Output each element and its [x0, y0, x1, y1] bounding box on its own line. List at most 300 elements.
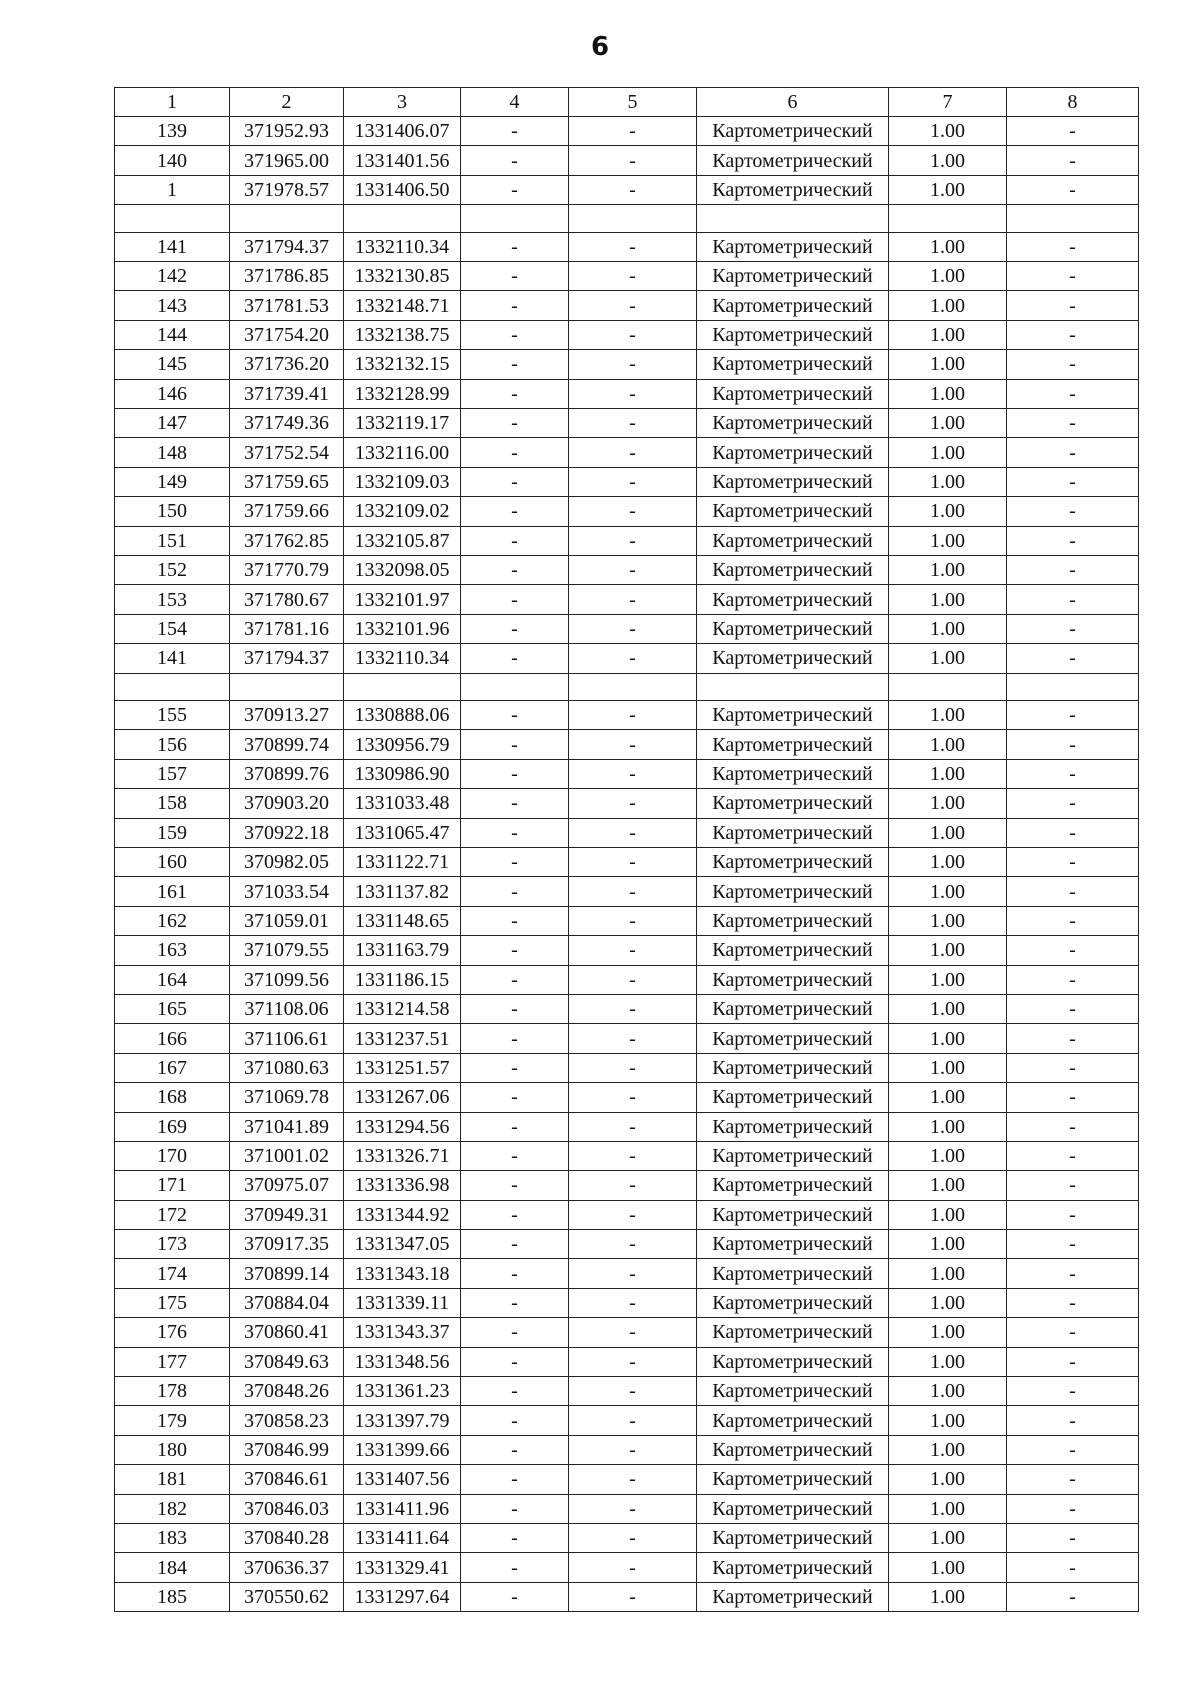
cell-point-number: 161 — [115, 877, 230, 906]
cell-col-4: - — [461, 1406, 569, 1435]
cell-method — [697, 205, 889, 233]
cell-point-number: 182 — [115, 1494, 230, 1523]
cell-method: Картометрический — [697, 232, 889, 261]
cell-col-4: - — [461, 614, 569, 643]
cell-method: Картометрический — [697, 1024, 889, 1053]
cell-col-8: - — [1007, 1553, 1139, 1582]
cell-method: Картометрический — [697, 1171, 889, 1200]
cell-col-8: - — [1007, 1318, 1139, 1347]
cell-x-coordinate: 371069.78 — [230, 1083, 344, 1112]
cell-method: Картометрический — [697, 1053, 889, 1082]
cell-col-5: - — [569, 614, 697, 643]
column-header-3: 3 — [344, 88, 461, 117]
column-header-4: 4 — [461, 88, 569, 117]
table-row — [115, 526, 1139, 555]
cell-x-coordinate: 370899.74 — [230, 730, 344, 759]
cell-col-5: - — [569, 320, 697, 349]
cell-x-coordinate: 371794.37 — [230, 644, 344, 673]
cell-y-coordinate: 1332101.97 — [344, 585, 461, 614]
table-separator-row — [115, 673, 1139, 701]
cell-point-number: 147 — [115, 409, 230, 438]
table-row — [115, 1377, 1139, 1406]
column-header-8: 8 — [1007, 88, 1139, 117]
cell-col-8: - — [1007, 585, 1139, 614]
cell-col-8: - — [1007, 789, 1139, 818]
cell-col-4: - — [461, 1024, 569, 1053]
cell-method: Картометрический — [697, 936, 889, 965]
cell-col-8: - — [1007, 730, 1139, 759]
cell-y-coordinate: 1331148.65 — [344, 906, 461, 935]
cell-col-4: - — [461, 526, 569, 555]
cell-x-coordinate: 370848.26 — [230, 1377, 344, 1406]
cell-point-number: 142 — [115, 262, 230, 291]
cell-y-coordinate: 1331033.48 — [344, 789, 461, 818]
cell-point-number: 165 — [115, 994, 230, 1023]
table-row — [115, 350, 1139, 379]
cell-col-8: - — [1007, 467, 1139, 496]
cell-point-number: 183 — [115, 1523, 230, 1552]
cell-col-4: - — [461, 1347, 569, 1376]
cell-point-number: 152 — [115, 555, 230, 584]
cell-col-4: - — [461, 789, 569, 818]
cell-method: Картометрический — [697, 1318, 889, 1347]
cell-y-coordinate: 1331122.71 — [344, 847, 461, 876]
cell-x-coordinate: 370903.20 — [230, 789, 344, 818]
cell-y-coordinate: 1331214.58 — [344, 994, 461, 1023]
table-row — [115, 232, 1139, 261]
cell-point-number: 175 — [115, 1288, 230, 1317]
cell-col-8: - — [1007, 1582, 1139, 1611]
table-row — [115, 818, 1139, 847]
cell-method: Картометрический — [697, 994, 889, 1023]
cell-y-coordinate: 1331361.23 — [344, 1377, 461, 1406]
cell-x-coordinate: 371108.06 — [230, 994, 344, 1023]
table-separator-row — [115, 205, 1139, 233]
cell-x-coordinate: 370840.28 — [230, 1523, 344, 1552]
table-row — [115, 1318, 1139, 1347]
cell-method: Картометрический — [697, 1465, 889, 1494]
cell-y-coordinate: 1331411.96 — [344, 1494, 461, 1523]
cell-method: Картометрический — [697, 906, 889, 935]
cell-x-coordinate: 371780.67 — [230, 585, 344, 614]
cell-x-coordinate: 371079.55 — [230, 936, 344, 965]
cell-col-5: - — [569, 1288, 697, 1317]
table-row — [115, 614, 1139, 643]
cell-col-8: - — [1007, 320, 1139, 349]
cell-col-8: - — [1007, 1171, 1139, 1200]
cell-method — [697, 673, 889, 701]
cell-accuracy: 1.00 — [889, 467, 1007, 496]
table-row — [115, 847, 1139, 876]
table-row — [115, 379, 1139, 408]
cell-accuracy: 1.00 — [889, 1024, 1007, 1053]
cell-col-4: - — [461, 585, 569, 614]
cell-x-coordinate: 371041.89 — [230, 1112, 344, 1141]
cell-accuracy: 1.00 — [889, 847, 1007, 876]
cell-x-coordinate: 370846.99 — [230, 1435, 344, 1464]
cell-y-coordinate: 1331297.64 — [344, 1582, 461, 1611]
cell-point-number: 141 — [115, 644, 230, 673]
cell-x-coordinate: 371770.79 — [230, 555, 344, 584]
cell-col-8: - — [1007, 438, 1139, 467]
cell-accuracy — [889, 673, 1007, 701]
cell-point-number: 180 — [115, 1435, 230, 1464]
cell-point-number: 159 — [115, 818, 230, 847]
cell-x-coordinate: 371794.37 — [230, 232, 344, 261]
cell-col-4: - — [461, 1053, 569, 1082]
cell-col-4: - — [461, 1318, 569, 1347]
cell-col-4: - — [461, 379, 569, 408]
cell-col-8: - — [1007, 1288, 1139, 1317]
cell-x-coordinate: 370899.76 — [230, 759, 344, 788]
cell-method: Картометрический — [697, 818, 889, 847]
cell-col-8: - — [1007, 409, 1139, 438]
cell-y-coordinate: 1331407.56 — [344, 1465, 461, 1494]
cell-y-coordinate: 1332110.34 — [344, 644, 461, 673]
cell-point-number: 169 — [115, 1112, 230, 1141]
cell-col-4: - — [461, 1435, 569, 1464]
cell-point-number: 178 — [115, 1377, 230, 1406]
cell-col-5: - — [569, 994, 697, 1023]
cell-col-4: - — [461, 1377, 569, 1406]
cell-col-8: - — [1007, 1024, 1139, 1053]
cell-accuracy: 1.00 — [889, 1288, 1007, 1317]
cell-col-8: - — [1007, 1200, 1139, 1229]
cell-col-8: - — [1007, 1083, 1139, 1112]
cell-method: Картометрический — [697, 1083, 889, 1112]
cell-col-4: - — [461, 232, 569, 261]
cell-col-5: - — [569, 291, 697, 320]
cell-y-coordinate: 1330986.90 — [344, 759, 461, 788]
cell-y-coordinate: 1332098.05 — [344, 555, 461, 584]
cell-y-coordinate: 1332105.87 — [344, 526, 461, 555]
cell-accuracy: 1.00 — [889, 1318, 1007, 1347]
page-number: 6 — [590, 32, 610, 62]
cell-col-8: - — [1007, 1435, 1139, 1464]
cell-accuracy: 1.00 — [889, 555, 1007, 584]
cell-y-coordinate: 1331347.05 — [344, 1230, 461, 1259]
cell-x-coordinate: 370846.03 — [230, 1494, 344, 1523]
cell-x-coordinate: 371749.36 — [230, 409, 344, 438]
cell-accuracy: 1.00 — [889, 1435, 1007, 1464]
cell-col-8: - — [1007, 994, 1139, 1023]
cell-point-number: 163 — [115, 936, 230, 965]
cell-y-coordinate: 1332116.00 — [344, 438, 461, 467]
cell-col-8: - — [1007, 1494, 1139, 1523]
cell-method: Картометрический — [697, 1347, 889, 1376]
table-row — [115, 1553, 1139, 1582]
table-row — [115, 965, 1139, 994]
cell-x-coordinate: 370550.62 — [230, 1582, 344, 1611]
cell-x-coordinate: 371754.20 — [230, 320, 344, 349]
cell-point-number: 158 — [115, 789, 230, 818]
cell-method: Картометрический — [697, 1288, 889, 1317]
cell-col-8: - — [1007, 1141, 1139, 1170]
cell-y-coordinate: 1331294.56 — [344, 1112, 461, 1141]
table-body — [115, 117, 1139, 1612]
cell-point-number: 184 — [115, 1553, 230, 1582]
cell-method: Картометрический — [697, 1141, 889, 1170]
table-row — [115, 438, 1139, 467]
cell-col-5: - — [569, 730, 697, 759]
cell-col-5: - — [569, 1053, 697, 1082]
cell-col-5: - — [569, 1553, 697, 1582]
cell-accuracy: 1.00 — [889, 965, 1007, 994]
cell-accuracy: 1.00 — [889, 1171, 1007, 1200]
cell-x-coordinate — [230, 673, 344, 701]
cell-y-coordinate: 1332128.99 — [344, 379, 461, 408]
cell-x-coordinate: 371762.85 — [230, 526, 344, 555]
cell-x-coordinate: 370846.61 — [230, 1465, 344, 1494]
cell-col-5: - — [569, 262, 697, 291]
cell-accuracy: 1.00 — [889, 320, 1007, 349]
cell-col-5: - — [569, 117, 697, 146]
cell-col-4: - — [461, 730, 569, 759]
table-row — [115, 1053, 1139, 1082]
table-row — [115, 117, 1139, 146]
table-row — [115, 497, 1139, 526]
cell-col-4: - — [461, 818, 569, 847]
cell-method: Картометрический — [697, 644, 889, 673]
cell-x-coordinate: 371952.93 — [230, 117, 344, 146]
cell-method: Картометрический — [697, 146, 889, 175]
cell-point-number: 171 — [115, 1171, 230, 1200]
cell-x-coordinate: 371978.57 — [230, 175, 344, 204]
cell-point-number: 166 — [115, 1024, 230, 1053]
cell-col-5: - — [569, 585, 697, 614]
cell-accuracy: 1.00 — [889, 1347, 1007, 1376]
cell-col-8: - — [1007, 1406, 1139, 1435]
table-row — [115, 1288, 1139, 1317]
cell-method: Картометрический — [697, 1435, 889, 1464]
cell-col-4: - — [461, 1141, 569, 1170]
table-row — [115, 262, 1139, 291]
cell-accuracy: 1.00 — [889, 1053, 1007, 1082]
cell-point-number: 179 — [115, 1406, 230, 1435]
cell-point-number: 139 — [115, 117, 230, 146]
cell-col-5: - — [569, 232, 697, 261]
cell-y-coordinate: 1331343.37 — [344, 1318, 461, 1347]
cell-col-4: - — [461, 994, 569, 1023]
cell-col-4: - — [461, 644, 569, 673]
cell-method: Картометрический — [697, 1406, 889, 1435]
cell-col-5: - — [569, 1083, 697, 1112]
table-row — [115, 1523, 1139, 1552]
table-row — [115, 1465, 1139, 1494]
cell-col-5: - — [569, 1318, 697, 1347]
cell-col-8: - — [1007, 1347, 1139, 1376]
cell-x-coordinate — [230, 205, 344, 233]
cell-col-8: - — [1007, 1053, 1139, 1082]
column-header-2: 2 — [230, 88, 344, 117]
cell-col-5 — [569, 205, 697, 233]
cell-method: Картометрический — [697, 291, 889, 320]
cell-y-coordinate: 1331329.41 — [344, 1553, 461, 1582]
table-row — [115, 906, 1139, 935]
cell-col-5: - — [569, 146, 697, 175]
cell-point-number: 151 — [115, 526, 230, 555]
cell-col-5: - — [569, 1377, 697, 1406]
cell-col-8: - — [1007, 614, 1139, 643]
cell-col-4: - — [461, 1288, 569, 1317]
cell-accuracy — [889, 205, 1007, 233]
cell-col-4: - — [461, 877, 569, 906]
cell-col-5: - — [569, 350, 697, 379]
cell-point-number: 144 — [115, 320, 230, 349]
cell-col-4: - — [461, 438, 569, 467]
cell-col-4: - — [461, 759, 569, 788]
cell-y-coordinate: 1331406.07 — [344, 117, 461, 146]
cell-accuracy: 1.00 — [889, 1406, 1007, 1435]
cell-point-number: 148 — [115, 438, 230, 467]
cell-col-8: - — [1007, 146, 1139, 175]
cell-col-5: - — [569, 1494, 697, 1523]
cell-accuracy: 1.00 — [889, 1377, 1007, 1406]
cell-method: Картометрический — [697, 585, 889, 614]
coordinates-table — [114, 87, 1139, 1612]
cell-col-8: - — [1007, 965, 1139, 994]
cell-x-coordinate: 370922.18 — [230, 818, 344, 847]
cell-x-coordinate: 370636.37 — [230, 1553, 344, 1582]
cell-point-number: 1 — [115, 175, 230, 204]
cell-point-number: 153 — [115, 585, 230, 614]
cell-method: Картометрический — [697, 175, 889, 204]
cell-method: Картометрический — [697, 701, 889, 730]
table-row — [115, 789, 1139, 818]
cell-col-5: - — [569, 1230, 697, 1259]
table-row — [115, 1435, 1139, 1464]
cell-method: Картометрический — [697, 350, 889, 379]
cell-method: Картометрический — [697, 877, 889, 906]
cell-col-5: - — [569, 818, 697, 847]
cell-col-4: - — [461, 701, 569, 730]
cell-y-coordinate: 1330888.06 — [344, 701, 461, 730]
cell-col-8: - — [1007, 350, 1139, 379]
cell-y-coordinate: 1331237.51 — [344, 1024, 461, 1053]
cell-accuracy: 1.00 — [889, 1141, 1007, 1170]
cell-col-8: - — [1007, 1112, 1139, 1141]
cell-accuracy: 1.00 — [889, 1582, 1007, 1611]
cell-method: Картометрический — [697, 1582, 889, 1611]
cell-col-5: - — [569, 1435, 697, 1464]
cell-accuracy: 1.00 — [889, 818, 1007, 847]
cell-col-4: - — [461, 1200, 569, 1229]
cell-x-coordinate: 371059.01 — [230, 906, 344, 935]
table-row — [115, 644, 1139, 673]
table-row — [115, 1406, 1139, 1435]
cell-col-4 — [461, 205, 569, 233]
cell-accuracy: 1.00 — [889, 1494, 1007, 1523]
cell-method: Картометрический — [697, 1230, 889, 1259]
table-row — [115, 1141, 1139, 1170]
cell-y-coordinate: 1331339.11 — [344, 1288, 461, 1317]
cell-point-number: 181 — [115, 1465, 230, 1494]
cell-col-5: - — [569, 1582, 697, 1611]
cell-method: Картометрический — [697, 467, 889, 496]
cell-point-number: 154 — [115, 614, 230, 643]
cell-col-8: - — [1007, 818, 1139, 847]
cell-x-coordinate: 371106.61 — [230, 1024, 344, 1053]
cell-col-4: - — [461, 1494, 569, 1523]
cell-col-4: - — [461, 320, 569, 349]
cell-method: Картометрический — [697, 409, 889, 438]
cell-accuracy: 1.00 — [889, 350, 1007, 379]
cell-point-number: 170 — [115, 1141, 230, 1170]
cell-x-coordinate: 370899.14 — [230, 1259, 344, 1288]
cell-col-5: - — [569, 1200, 697, 1229]
cell-y-coordinate: 1331186.15 — [344, 965, 461, 994]
cell-col-5: - — [569, 1024, 697, 1053]
cell-point-number: 168 — [115, 1083, 230, 1112]
cell-x-coordinate: 371786.85 — [230, 262, 344, 291]
cell-x-coordinate: 371759.66 — [230, 497, 344, 526]
table-row — [115, 994, 1139, 1023]
cell-method: Картометрический — [697, 1553, 889, 1582]
cell-y-coordinate: 1332119.17 — [344, 409, 461, 438]
cell-col-5: - — [569, 759, 697, 788]
cell-col-8: - — [1007, 555, 1139, 584]
cell-accuracy: 1.00 — [889, 232, 1007, 261]
cell-accuracy: 1.00 — [889, 1259, 1007, 1288]
cell-accuracy: 1.00 — [889, 789, 1007, 818]
cell-col-5 — [569, 673, 697, 701]
cell-col-5: - — [569, 1141, 697, 1170]
cell-y-coordinate: 1332138.75 — [344, 320, 461, 349]
cell-col-8: - — [1007, 906, 1139, 935]
cell-x-coordinate: 370949.31 — [230, 1200, 344, 1229]
cell-col-5: - — [569, 497, 697, 526]
cell-col-5: - — [569, 877, 697, 906]
cell-col-5: - — [569, 438, 697, 467]
cell-x-coordinate: 370858.23 — [230, 1406, 344, 1435]
cell-col-5: - — [569, 701, 697, 730]
cell-accuracy: 1.00 — [889, 526, 1007, 555]
cell-col-4: - — [461, 1523, 569, 1552]
cell-accuracy: 1.00 — [889, 759, 1007, 788]
cell-y-coordinate: 1330956.79 — [344, 730, 461, 759]
cell-y-coordinate: 1331065.47 — [344, 818, 461, 847]
cell-col-5: - — [569, 526, 697, 555]
cell-col-8: - — [1007, 526, 1139, 555]
cell-point-number: 141 — [115, 232, 230, 261]
cell-point-number: 174 — [115, 1259, 230, 1288]
cell-col-5: - — [569, 1523, 697, 1552]
cell-y-coordinate: 1331348.56 — [344, 1347, 461, 1376]
cell-accuracy: 1.00 — [889, 175, 1007, 204]
cell-x-coordinate: 371739.41 — [230, 379, 344, 408]
table-row — [115, 1171, 1139, 1200]
cell-point-number: 172 — [115, 1200, 230, 1229]
cell-accuracy: 1.00 — [889, 936, 1007, 965]
cell-col-5: - — [569, 936, 697, 965]
cell-col-8: - — [1007, 497, 1139, 526]
cell-accuracy: 1.00 — [889, 906, 1007, 935]
cell-accuracy: 1.00 — [889, 1230, 1007, 1259]
cell-accuracy: 1.00 — [889, 1465, 1007, 1494]
cell-col-8: - — [1007, 1230, 1139, 1259]
cell-y-coordinate: 1332148.71 — [344, 291, 461, 320]
cell-y-coordinate: 1331163.79 — [344, 936, 461, 965]
table-row — [115, 146, 1139, 175]
cell-y-coordinate: 1332109.02 — [344, 497, 461, 526]
cell-y-coordinate: 1331137.82 — [344, 877, 461, 906]
cell-col-4: - — [461, 146, 569, 175]
cell-point-number: 173 — [115, 1230, 230, 1259]
cell-accuracy: 1.00 — [889, 262, 1007, 291]
table-row — [115, 759, 1139, 788]
cell-method: Картометрический — [697, 1112, 889, 1141]
cell-accuracy: 1.00 — [889, 146, 1007, 175]
